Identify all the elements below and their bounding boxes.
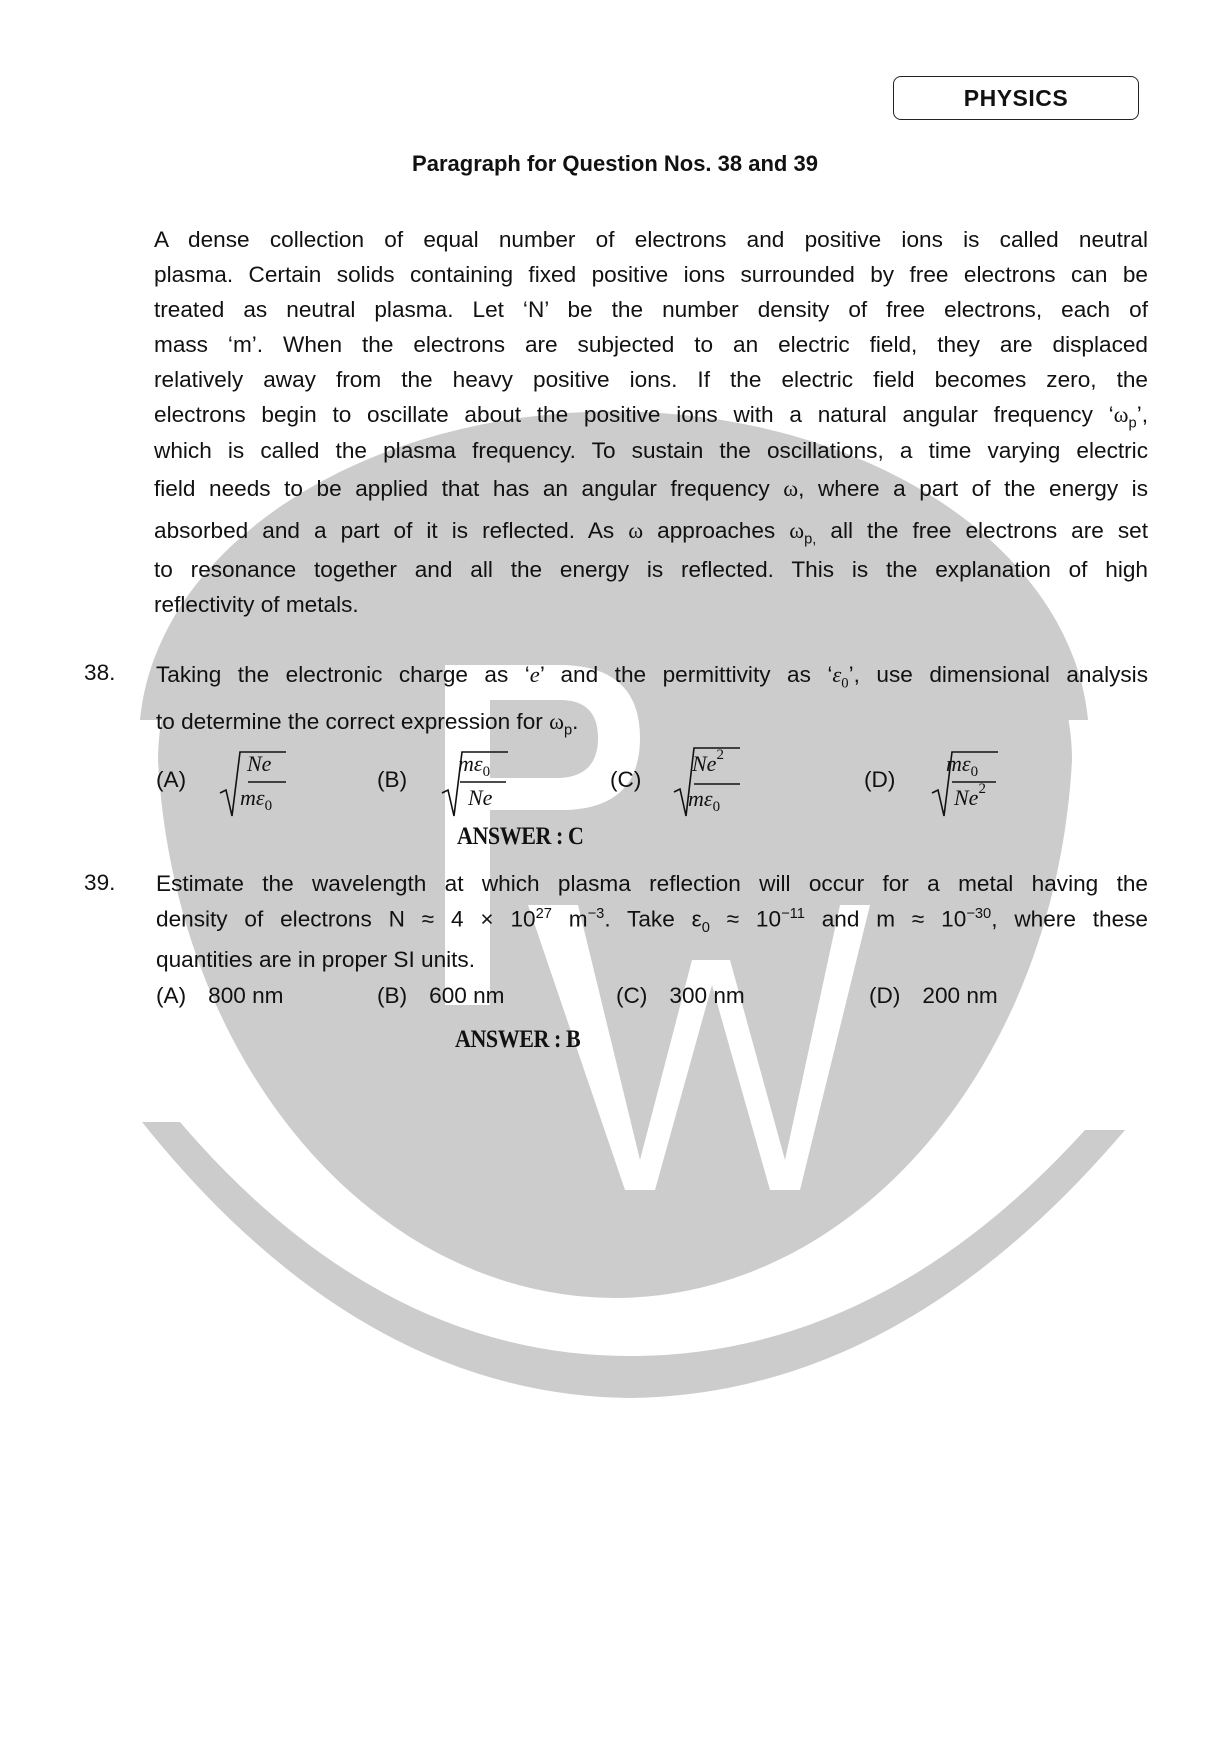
denominator: $m\varepsilon_0$ — [240, 785, 273, 814]
q39-option-c[interactable] — [616, 983, 745, 1009]
numerator: Ne$^2$ — [692, 747, 724, 776]
q38-answer: ANSWER : C — [457, 823, 584, 850]
option-label: (B) — [377, 767, 408, 792]
subject-label-box — [893, 76, 1139, 120]
numerator: $m\varepsilon_0$ — [458, 751, 491, 780]
denominator: Ne — [468, 785, 493, 810]
option-label: (D) — [869, 983, 901, 1008]
passage-line: relatively away from the heavy positive ions. If the electric field becomes zero, the — [154, 367, 1148, 392]
passage-line: A dense collection of equal number of electrons and positive ions is called neutral — [154, 227, 1148, 252]
numerator: Ne — [247, 751, 272, 776]
passage-text — [154, 222, 1148, 622]
option-label: (A) — [156, 983, 187, 1008]
option-value: 600 nm — [429, 983, 505, 1008]
option-label: (D) — [864, 767, 896, 792]
option-label: (A) — [156, 767, 187, 792]
passage-line: mass ‘m’. When the electrons are subjected to an electric field, they are displaced — [154, 332, 1148, 357]
passage-line: absorbed and a part of it is reflected. As ω approaches $\omega_{p,}$ all the free electrons are set — [154, 518, 1148, 548]
option-label: (B) — [377, 983, 408, 1008]
passage-line: electrons begin to oscillate about the positive ions with a natural angular frequency ‘$\omega_p$’, — [154, 402, 1148, 432]
option-value: 200 nm — [922, 983, 998, 1008]
passage-line: treated as neutral plasma. Let ‘N’ be the number density of free electrons, each of — [154, 297, 1148, 322]
passage-line: plasma. Certain solids containing fixed positive ions surrounded by free electrons can be — [154, 262, 1148, 287]
option-value: 800 nm — [208, 983, 284, 1008]
question-text: Taking the electronic charge as ‘e’ and the permittivity as ‘$\varepsilon_0$’, use dimensional analysis to determine the correct expression for $\omega_p$. — [156, 662, 1148, 739]
denominator: Ne$^2$ — [954, 781, 986, 810]
option-label: (C) — [616, 983, 648, 1008]
paragraph-heading: Paragraph for Question Nos. 38 and 39 — [412, 151, 818, 176]
q39-answer: ANSWER : B — [455, 1026, 581, 1053]
passage-line: field needs to be applied that has an angular frequency ω, where a part of the energy is — [154, 476, 1149, 501]
option-label: (C) — [610, 767, 642, 792]
passage-line: reflectivity of metals. — [154, 592, 359, 617]
q39-option-b[interactable] — [377, 983, 505, 1009]
denominator: $m\varepsilon_0$ — [688, 786, 721, 815]
subject-label: PHYSICS — [963, 84, 1069, 111]
option-value: 300 nm — [669, 983, 745, 1008]
question-number: 39. — [84, 870, 116, 895]
question-text: Estimate the wavelength at which plasma reflection will occur for a metal having the density of electrons $N \approx 4 \times 10^{27}$ $m^{-3}$. Take $\varepsilon_0 \approx 10^{-11}$ and $m \approx 10^{-30}$, where these quantities are in proper SI units. — [156, 871, 1148, 973]
question-number: 38. — [84, 660, 116, 685]
passage-line: which is called the plasma frequency. To sustain the oscillations, a time varying electric — [154, 438, 1148, 463]
numerator: $m\varepsilon_0$ — [946, 751, 979, 780]
q39-option-d[interactable] — [869, 983, 998, 1009]
q39-option-a[interactable] — [156, 983, 284, 1009]
passage-line: to resonance together and all the energy is reflected. This is the explanation of high — [154, 557, 1148, 582]
